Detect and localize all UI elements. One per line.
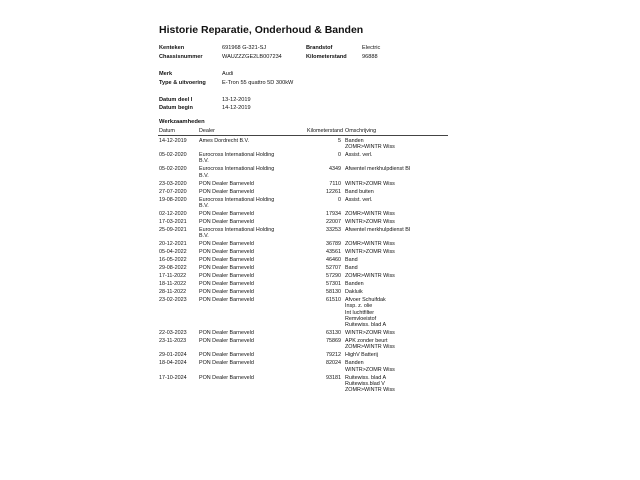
dealer-line: PON Dealer Barneveld bbox=[199, 249, 254, 256]
chassis-value: WAUZZZGE2LB007234 bbox=[222, 54, 282, 60]
dealer-line: PON Dealer Barneveld bbox=[199, 188, 254, 195]
omschrijving-line: Int luchtfilter bbox=[345, 309, 375, 316]
table-row bbox=[158, 359, 448, 373]
omschrijving-line: ZOMR>WINTR Wiss bbox=[345, 387, 395, 394]
cell-dealer bbox=[198, 239, 302, 247]
omschrijving-line: Afwentel merkhulpdienst BI bbox=[345, 226, 411, 233]
table-row bbox=[158, 136, 448, 151]
omschrijving-line: Dakluik bbox=[345, 288, 363, 295]
cell-kilometerstand: 12261 bbox=[326, 188, 341, 195]
cell-datum: 27-07-2020 bbox=[159, 188, 187, 195]
cell-dealer bbox=[198, 287, 302, 295]
dealer-line: PON Dealer Barneveld bbox=[199, 257, 254, 263]
cell-omschrijving bbox=[344, 209, 448, 217]
cell-kilometerstand: 57301 bbox=[326, 280, 341, 287]
cell-datum: 17-03-2021 bbox=[159, 218, 187, 225]
cell-kilometerstand: 79212 bbox=[326, 352, 341, 359]
kilometerstand-value: 96888 bbox=[362, 54, 378, 60]
dealer-line: PON Dealer Barneveld bbox=[199, 272, 254, 279]
cell-dealer bbox=[198, 165, 302, 179]
cell-kilometerstand: 0 bbox=[338, 151, 341, 158]
dealer-line: PON Dealer Barneveld bbox=[199, 330, 254, 337]
cell-dealer bbox=[198, 279, 302, 287]
werkzaamheden-table bbox=[158, 127, 448, 394]
omschrijving-line: Afvoer Schuifdak bbox=[345, 296, 386, 303]
cell-omschrijving bbox=[344, 165, 448, 179]
cell-kilometerstand: 52707 bbox=[326, 264, 341, 271]
cell-datum: 17-10-2024 bbox=[159, 374, 187, 381]
omschrijving-line: Banden bbox=[345, 360, 364, 367]
dealer-line: PON Dealer Barneveld bbox=[199, 296, 254, 303]
omschrijving-line: ZOMR>WINTR Wiss bbox=[345, 344, 395, 351]
cell-datum: 28-11-2022 bbox=[159, 288, 187, 295]
cell-kilometerstand: 57290 bbox=[326, 272, 341, 279]
cell-kilometerstand: 58130 bbox=[326, 288, 341, 295]
brandstof-label: Brandstof bbox=[306, 45, 333, 51]
dealer-line: PON Dealer Barneveld bbox=[199, 352, 254, 359]
cell-datum: 18-11-2022 bbox=[159, 280, 187, 287]
cell-datum: 05-02-2020 bbox=[159, 151, 187, 158]
cell-kilometerstand: 36789 bbox=[326, 241, 341, 248]
cell-omschrijving bbox=[344, 373, 448, 394]
table-row bbox=[158, 247, 448, 255]
cell-dealer bbox=[198, 247, 302, 255]
table-row bbox=[158, 217, 448, 225]
dealer-line: PON Dealer Barneveld bbox=[199, 218, 254, 225]
table-row bbox=[158, 165, 448, 179]
dealer-line: Eurocross International Holding bbox=[199, 151, 275, 158]
dealer-line: B.V. bbox=[199, 158, 209, 165]
datum-begin-label: Datum begin bbox=[159, 105, 193, 111]
cell-omschrijving bbox=[344, 195, 448, 209]
cell-omschrijving bbox=[344, 328, 448, 336]
dealer-line: Ames Dordrecht B.V. bbox=[199, 137, 250, 144]
header-datum: Datum bbox=[158, 127, 198, 136]
omschrijving-line: Band bbox=[345, 257, 358, 263]
omschrijving-line: Ruitewiss.blad V bbox=[345, 380, 385, 387]
header-omschrijving: Omschrijving bbox=[344, 127, 448, 136]
cell-omschrijving bbox=[344, 150, 448, 164]
cell-omschrijving bbox=[344, 351, 448, 359]
omschrijving-line: ZOMR>WINTR Wiss bbox=[345, 143, 395, 150]
dealer-line: Eurocross International Holding bbox=[199, 166, 275, 173]
cell-kilometerstand: 61510 bbox=[326, 296, 341, 303]
cell-datum: 17-11-2022 bbox=[159, 272, 187, 279]
chassis-label: Chassisnummer bbox=[159, 54, 203, 60]
cell-kilometerstand: 17934 bbox=[326, 210, 341, 217]
dealer-line: B.V. bbox=[199, 202, 209, 209]
cell-dealer bbox=[198, 351, 302, 359]
omschrijving-line: ZOMR>WINTR Wiss bbox=[345, 241, 395, 248]
cell-datum: 25-09-2021 bbox=[159, 226, 187, 233]
cell-omschrijving bbox=[344, 255, 448, 263]
cell-datum: 29-01-2024 bbox=[159, 352, 187, 359]
table-row bbox=[158, 373, 448, 394]
dealer-line: PON Dealer Barneveld bbox=[199, 280, 254, 287]
datum-deel1-label: Datum deel I bbox=[159, 97, 193, 103]
dealer-line: Eurocross International Holding bbox=[199, 196, 275, 203]
table-row bbox=[158, 351, 448, 359]
cell-omschrijving bbox=[344, 217, 448, 225]
cell-kilometerstand: 82024 bbox=[326, 360, 341, 367]
cell-kilometerstand: 0 bbox=[338, 196, 341, 203]
cell-omschrijving bbox=[344, 336, 448, 350]
omschrijving-line: WINTR>ZOMR Wiss bbox=[345, 249, 395, 256]
cell-omschrijving bbox=[344, 279, 448, 287]
cell-kilometerstand: 5 bbox=[338, 137, 341, 144]
table-row bbox=[158, 179, 448, 187]
dealer-line: PON Dealer Barneveld bbox=[199, 374, 254, 381]
cell-datum: 22-03-2023 bbox=[159, 330, 187, 337]
omschrijving-line: WINTR>ZOMR Wiss bbox=[345, 180, 395, 187]
cell-dealer bbox=[198, 225, 302, 239]
omschrijving-line: Band buiten bbox=[345, 188, 374, 195]
dealer-line: PON Dealer Barneveld bbox=[199, 288, 254, 295]
omschrijving-line: APK zonder beurt bbox=[345, 338, 388, 345]
table-row bbox=[158, 336, 448, 350]
cell-datum: 14-12-2019 bbox=[159, 137, 187, 144]
table-row bbox=[158, 295, 448, 328]
table-header-row bbox=[158, 127, 448, 136]
dealer-line: PON Dealer Barneveld bbox=[199, 360, 254, 367]
cell-datum: 18-04-2024 bbox=[159, 360, 187, 367]
cell-datum: 20-12-2021 bbox=[159, 241, 187, 248]
table-row bbox=[158, 239, 448, 247]
table-row bbox=[158, 150, 448, 164]
werkzaamheden-title: Werkzaamheden bbox=[159, 119, 205, 125]
kenteken-value: 691968 G-321-SJ bbox=[222, 45, 267, 51]
header-kilometerstand: Kilometerstand bbox=[302, 127, 344, 136]
cell-datum: 23-02-2023 bbox=[159, 296, 187, 303]
cell-dealer bbox=[198, 328, 302, 336]
table-row bbox=[158, 255, 448, 263]
omschrijving-line: Assist. verl. bbox=[345, 151, 373, 158]
cell-datum: 23-11-2023 bbox=[159, 338, 187, 345]
page-title: Historie Reparatie, Onderhoud & Banden bbox=[159, 24, 364, 36]
cell-omschrijving bbox=[344, 187, 448, 195]
dealer-line: PON Dealer Barneveld bbox=[199, 338, 254, 345]
dealer-line: PON Dealer Barneveld bbox=[199, 264, 254, 271]
omschrijving-line: Ruitewiss. blad A bbox=[345, 322, 387, 329]
table-row bbox=[158, 271, 448, 279]
datum-begin-value: 14-12-2019 bbox=[222, 105, 251, 111]
omschrijving-line: WINTR>ZOMR Wiss bbox=[345, 366, 395, 373]
cell-kilometerstand: 93181 bbox=[326, 374, 341, 381]
omschrijving-line: Banden bbox=[345, 280, 364, 287]
brandstof-value: Electric bbox=[362, 45, 381, 51]
cell-dealer bbox=[198, 187, 302, 195]
cell-dealer bbox=[198, 150, 302, 164]
cell-kilometerstand: 75869 bbox=[326, 338, 341, 345]
cell-omschrijving bbox=[344, 239, 448, 247]
omschrijving-line: Band bbox=[345, 264, 358, 271]
cell-dealer bbox=[198, 263, 302, 271]
table-row bbox=[158, 195, 448, 209]
cell-omschrijving bbox=[344, 295, 448, 328]
omschrijving-line: Ruitewiss. blad A bbox=[345, 374, 387, 381]
cell-dealer bbox=[198, 217, 302, 225]
omschrijving-line: ZOMR>WINTR Wiss bbox=[345, 210, 395, 217]
cell-datum: 02-12-2020 bbox=[159, 210, 187, 217]
merk-label: Merk bbox=[159, 71, 173, 77]
table-row bbox=[158, 187, 448, 195]
cell-omschrijving bbox=[344, 287, 448, 295]
cell-kilometerstand: 4349 bbox=[329, 166, 341, 173]
cell-kilometerstand: 63130 bbox=[326, 330, 341, 337]
table-row bbox=[158, 287, 448, 295]
cell-dealer bbox=[198, 136, 302, 151]
dealer-line: PON Dealer Barneveld bbox=[199, 180, 254, 187]
cell-dealer bbox=[198, 336, 302, 350]
omschrijving-line: Banden bbox=[345, 137, 364, 144]
dealer-line: PON Dealer Barneveld bbox=[199, 241, 254, 248]
cell-datum: 05-02-2020 bbox=[159, 166, 187, 173]
cell-datum: 19-08-2020 bbox=[159, 196, 187, 203]
cell-kilometerstand: 46460 bbox=[326, 257, 341, 263]
type-value: E-Tron 55 quattro 5D 300kW bbox=[222, 80, 294, 86]
cell-dealer bbox=[198, 179, 302, 187]
header-dealer: Dealer bbox=[198, 127, 302, 136]
cell-datum: 29-08-2022 bbox=[159, 264, 187, 271]
table-row bbox=[158, 225, 448, 239]
cell-omschrijving bbox=[344, 247, 448, 255]
merk-value: Audi bbox=[222, 71, 234, 77]
omschrijving-line: WINTR>ZOMR Wiss bbox=[345, 218, 395, 225]
cell-datum: 05-04-2022 bbox=[159, 249, 187, 256]
table-row bbox=[158, 279, 448, 287]
cell-kilometerstand: 22007 bbox=[326, 218, 341, 225]
omschrijving-line: WINTR>ZOMR Wiss bbox=[345, 330, 395, 337]
cell-kilometerstand: 7110 bbox=[329, 180, 341, 187]
cell-datum: 23-03-2020 bbox=[159, 180, 187, 187]
omschrijving-line: Insp. z. olie bbox=[345, 303, 373, 310]
cell-dealer bbox=[198, 209, 302, 217]
cell-dealer bbox=[198, 373, 302, 394]
cell-kilometerstand: 43561 bbox=[326, 249, 341, 256]
cell-dealer bbox=[198, 295, 302, 328]
cell-datum: 16-05-2022 bbox=[159, 257, 187, 263]
cell-omschrijving bbox=[344, 271, 448, 279]
dealer-line: Eurocross International Holding bbox=[199, 226, 275, 233]
cell-omschrijving bbox=[344, 225, 448, 239]
omschrijving-line: HighV Batterij bbox=[345, 352, 378, 359]
datum-deel1-value: 13-12-2019 bbox=[222, 97, 251, 103]
cell-omschrijving bbox=[344, 179, 448, 187]
cell-omschrijving bbox=[344, 263, 448, 271]
dealer-line: PON Dealer Barneveld bbox=[199, 210, 254, 217]
cell-dealer bbox=[198, 255, 302, 263]
omschrijving-line: Afwentel merkhulpdienst BI bbox=[345, 166, 411, 173]
omschrijving-line: Assist. verl. bbox=[345, 196, 373, 203]
cell-dealer bbox=[198, 359, 302, 373]
omschrijving-line: Remvloeistof bbox=[345, 315, 377, 322]
cell-dealer bbox=[198, 271, 302, 279]
dealer-line: B.V. bbox=[199, 172, 209, 179]
omschrijving-line: ZOMR>WINTR Wiss bbox=[345, 272, 395, 279]
type-label: Type & uitvoering bbox=[159, 80, 206, 86]
kilometerstand-label: Kilometerstand bbox=[306, 54, 347, 60]
table-row bbox=[158, 328, 448, 336]
cell-omschrijving bbox=[344, 359, 448, 373]
dealer-line: B.V. bbox=[199, 233, 209, 240]
cell-kilometerstand: 33253 bbox=[326, 226, 341, 233]
table-row bbox=[158, 209, 448, 217]
table-row bbox=[158, 263, 448, 271]
cell-dealer bbox=[198, 195, 302, 209]
cell-omschrijving bbox=[344, 136, 448, 151]
kenteken-label: Kenteken bbox=[159, 45, 185, 51]
